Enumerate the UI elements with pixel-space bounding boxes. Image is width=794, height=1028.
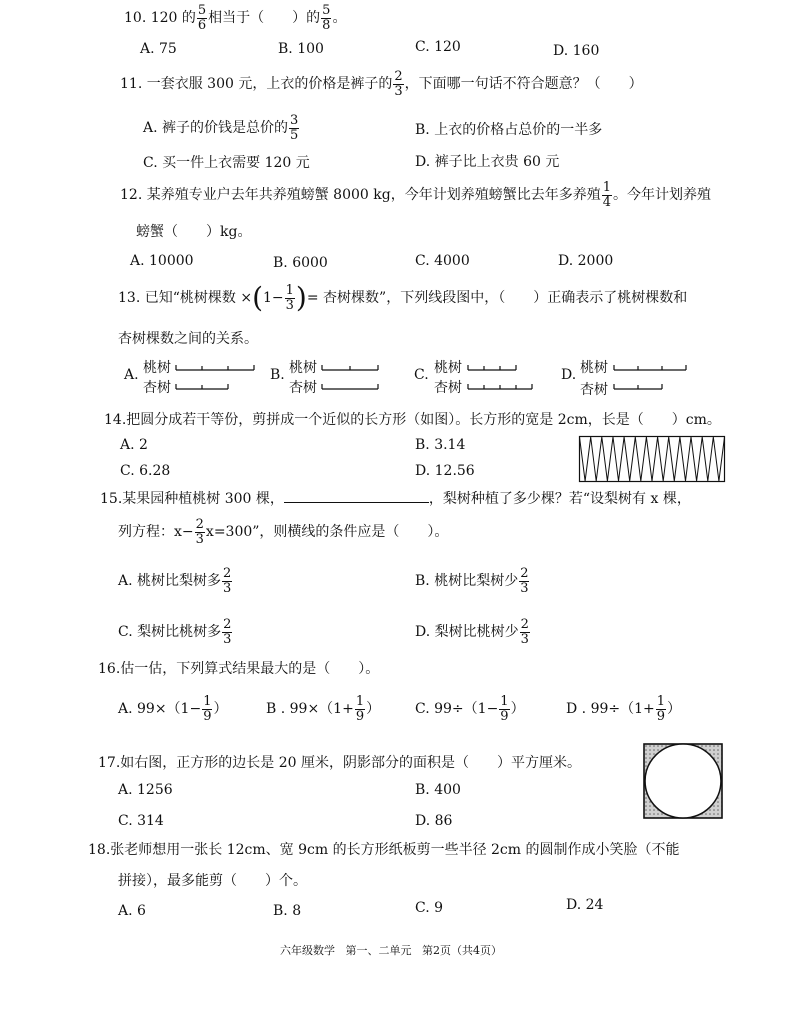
q12-stem-line2: 螃蟹（ ）kg。 [136,224,252,240]
apricot-label: 杏树 [580,382,608,398]
segment-diagram-c[interactable] [468,362,548,392]
segment-diagram-a[interactable] [176,362,256,392]
q12-stem: 12. 某养殖专业户去年共养殖螃蟹 8000 kg，今年计划养殖螃蟹比去年多养殖 $\frac{1}{4}$ 。今年计划养殖 [120,180,711,210]
q18-option-c[interactable]: C. 9 [415,900,444,916]
footer-units: 第一、二单元 [345,944,412,957]
apricot-label: 杏树 [289,380,317,396]
fraction: $\frac{5}{8}$ [322,3,331,33]
q16-option-b[interactable]: B . 99×（1+ $\frac{1}{9}$ ） [266,694,381,724]
q14-option-c[interactable]: C. 6.28 [120,463,171,479]
footer-page: 第2页（共4页） [422,944,502,957]
fraction: $\frac{1}{4}$ [602,180,611,210]
q12-option-d[interactable]: D. 2000 [558,253,614,269]
q13-stem-line2: 杏树棵数之间的关系。 [118,331,258,347]
q14-option-b[interactable]: B. 3.14 [415,437,466,453]
page-footer [280,942,502,958]
q17-option-b[interactable]: B. 400 [415,782,461,798]
q18-option-d[interactable]: D. 24 [566,897,604,913]
q16-option-a[interactable]: A. 99×（1− $\frac{1}{9}$ ） [118,694,228,724]
square-circle-figure [641,741,727,821]
q13-stem: 13. 已知“桃树棵数 ×(1− $\frac{1}{3}$ )= 杏树棵数”，下列线段图中，（ ）正确表示了桃树棵数和 [118,281,688,315]
fraction: $\frac{2}{3}$ [223,566,232,596]
q16-option-d[interactable]: D . 99÷（1+ $\frac{1}{9}$ ） [566,694,682,724]
fraction: $\frac{1}{9}$ [355,694,365,724]
q11-option-c[interactable]: C. 买一件上衣需要 120 元 [143,155,310,171]
q18-option-b[interactable]: B. 8 [273,903,302,919]
q13-option-c-letter[interactable]: C. [414,367,429,383]
q13-option-d-letter[interactable]: D. [561,367,577,383]
q18-stem-line2: 拼接），最多能剪（ ）个。 [118,873,307,889]
q11-stem: 11. 一套衣服 300 元，上衣的价格是裤子的 $\frac{2}{3}$ ，下面哪一句话不符合题意？（ ） [120,69,643,99]
fraction: $\frac{5}{6}$ [197,3,207,33]
peach-label: 桃树 [143,360,171,376]
q11-option-a[interactable]: A. 裤子的价钱是总价的 $\frac{3}{5}$ [143,113,299,143]
fraction: $\frac{1}{9}$ [203,694,212,724]
q16-option-c[interactable]: C. 99÷（1− $\frac{1}{9}$ ） [415,694,525,724]
q16-stem: 16.估一估，下列算式结果最大的是（ ）。 [98,661,380,677]
q17-option-c[interactable]: C. 314 [118,813,164,829]
fraction: $\frac{3}{5}$ [290,113,299,143]
fraction: $\frac{2}{3}$ [394,69,403,99]
q14-stem: 14.把圆分成若干等份，剪拼成一个近似的长方形（如图）。长方形的宽是 2cm，长是（ ）cm。 [104,412,721,428]
q10-stem: 10. 120 的 $\frac{5}{6}$ 相当于（ ）的 $\frac{5}{8}$ 。 [124,3,347,33]
approx-rectangle-figure [579,436,725,482]
q18-stem: 18.张老师想用一张长 12cm、宽 9cm 的长方形纸板剪一些半径 2cm 的圆制作成小笑脸（不能 [88,842,680,858]
apricot-label: 杏树 [143,380,171,396]
q14-option-a[interactable]: A. 2 [120,437,148,453]
segment-diagram-b[interactable] [322,362,402,392]
fraction: $\frac{1}{3}$ [285,283,294,313]
peach-label: 桃树 [289,360,317,376]
fraction: $\frac{1}{9}$ [500,694,509,724]
q12-option-c[interactable]: C. 4000 [415,253,470,269]
fraction: $\frac{2}{3}$ [520,566,529,596]
q11-option-d[interactable]: D. 裤子比上衣贵 60 元 [415,154,560,170]
q10-option-c[interactable]: C. 120 [415,39,461,55]
q15-stem: 15.某果园种植桃树 300 棵， ，梨树种植了多少棵？若“设梨树有 x 棵， [100,491,691,507]
q13-option-b-letter[interactable]: B. [270,367,285,383]
fraction: $\frac{2}{3}$ [520,617,529,647]
fraction: $\frac{2}{3}$ [223,617,232,647]
q12-option-b[interactable]: B. 6000 [273,255,328,271]
q15-option-b[interactable]: B. 桃树比梨树少 $\frac{2}{3}$ [415,566,529,596]
q15-option-d[interactable]: D. 梨树比桃树少 $\frac{2}{3}$ [415,617,529,647]
q14-option-d[interactable]: D. 12.56 [415,463,475,479]
q17-option-a[interactable]: A. 1256 [118,782,173,798]
peach-label: 桃树 [580,360,608,376]
q15-option-c[interactable]: C. 梨树比桃树多 $\frac{2}{3}$ [118,617,232,647]
q15-equation: 列方程：x− $\frac{2}{3}$ x=300”，则横线的条件应是（ ）。 [118,517,449,547]
peach-label: 桃树 [434,360,462,376]
q10-option-a[interactable]: A. 75 [140,41,177,57]
q11-option-b[interactable]: B. 上衣的价格占总价的一半多 [415,122,603,138]
q17-option-d[interactable]: D. 86 [415,813,453,829]
segment-diagram-d[interactable] [614,362,694,392]
fraction: $\frac{2}{3}$ [195,517,204,547]
q17-stem: 17.如右图，正方形的边长是 20 厘米，阴影部分的面积是（ ）平方厘米。 [98,755,581,771]
q10-option-d[interactable]: D. 160 [553,43,600,59]
q18-option-a[interactable]: A. 6 [118,903,146,919]
apricot-label: 杏树 [434,380,462,396]
footer-grade: 六年级数学 [280,944,335,957]
fill-in-blank[interactable] [284,502,429,503]
q12-option-a[interactable]: A. 10000 [130,253,194,269]
q15-option-a[interactable]: A. 桃树比梨树多 $\frac{2}{3}$ [118,566,232,596]
q10-option-b[interactable]: B. 100 [278,41,324,57]
q13-option-a-letter[interactable]: A. [124,367,139,383]
fraction: $\frac{1}{9}$ [656,694,666,724]
